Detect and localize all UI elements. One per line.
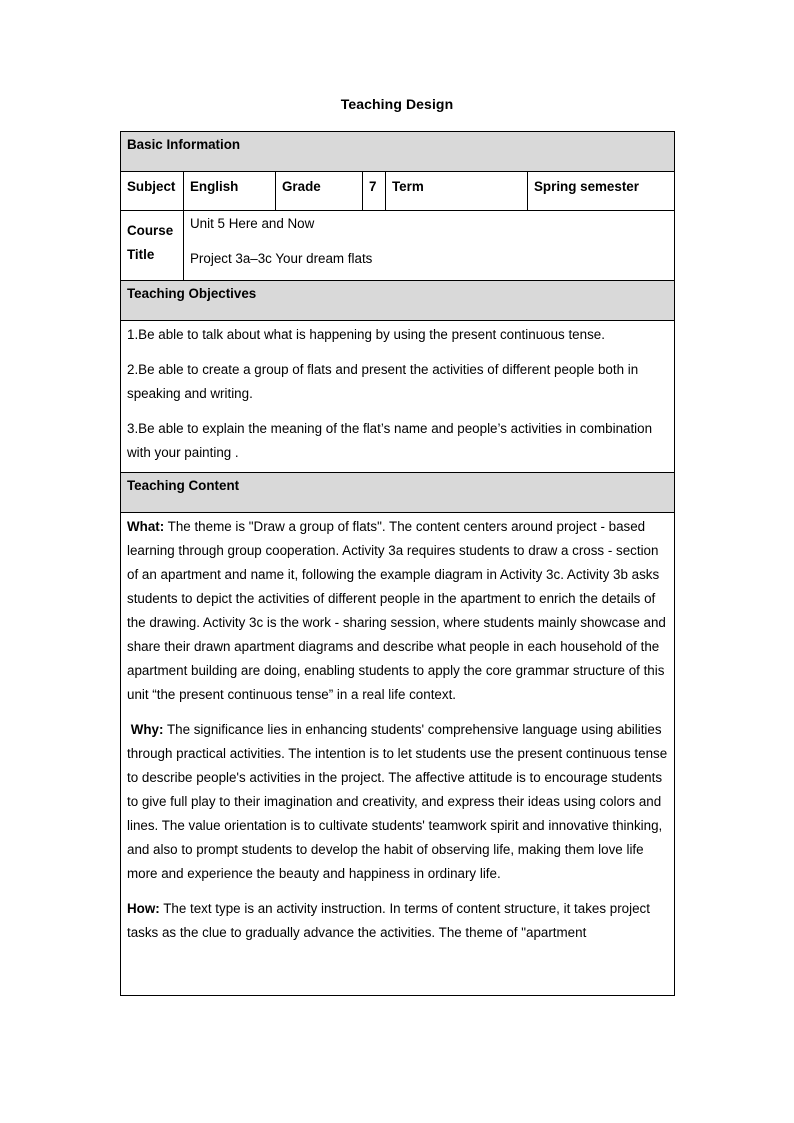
how-text: The text type is an activity instruction. In terms of content structure, it takes project tasks as the clue to gradually advance the activities. The theme of "apartment	[127, 901, 650, 940]
how-label: How:	[127, 901, 160, 916]
content-what-paragraph	[127, 515, 668, 707]
content-how-paragraph	[127, 897, 668, 945]
teaching-design-table	[120, 131, 675, 996]
what-text: The theme is "Draw a group of flats". The content centers around project - based learning through group cooperation. Activity 3a requires students to draw a cross - section of an apartment and name it, following the example diagram in Activity 3c. Activity 3b asks students to depict the activities of different people in the apartment to enrich the details of the drawing. Activity 3c is the work - sharing session, where students mainly showcase and share their drawn apartment diagrams and describe what people in each household of the apartment building are doing, enabling students to apply the core grammar structure of this unit “the present continuous tense” in a real life context.	[127, 519, 666, 702]
term-value: Spring semester	[528, 172, 675, 211]
course-title-unit: Unit 5 Here and Now	[190, 216, 315, 231]
course-title-project: Project 3a–3c Your dream flats	[190, 251, 373, 266]
why-label: Why:	[130, 722, 164, 737]
objectives-header: Teaching Objectives	[121, 281, 675, 321]
content-why-paragraph	[127, 718, 668, 886]
objectives-list	[121, 321, 675, 473]
objective-item: 2.Be able to create a group of flats and present the activities of different people both in speaking and writing.	[127, 362, 639, 401]
why-text: The significance lies in enhancing students' comprehensive language using abilities through practical activities. The intention is to let students use the present continuous tense to describe people's activities in the project. The affective attitude is to encourage students to give full play to their imagination and creativity, and express their ideas using colors and lines. The value orientation is to cultivate students' teamwork spirit and innovative thinking, and also to prompt students to develop the habit of observing life, making them love life more and experience the beauty and happiness in ordinary life.	[127, 722, 668, 881]
term-label: Term	[386, 172, 528, 211]
what-label: What:	[127, 519, 165, 534]
content-body	[121, 513, 675, 996]
page-title: Teaching Design	[340, 96, 454, 112]
objective-item: 1.Be able to talk about what is happening by using the present continuous tense.	[127, 327, 605, 342]
course-title-value	[184, 211, 675, 281]
grade-value: 7	[363, 172, 386, 211]
subject-label: Subject	[121, 172, 184, 211]
grade-label: Grade	[276, 172, 363, 211]
basic-info-header: Basic Information	[121, 132, 675, 172]
subject-value: English	[184, 172, 276, 211]
course-title-label	[121, 211, 184, 281]
content-header: Teaching Content	[121, 473, 675, 513]
course-title-label-line-2: Title	[127, 247, 155, 262]
course-title-label-line-1: Course	[127, 223, 174, 238]
objective-item: 3.Be able to explain the meaning of the flat’s name and people’s activities in combination with your painting .	[127, 421, 653, 460]
